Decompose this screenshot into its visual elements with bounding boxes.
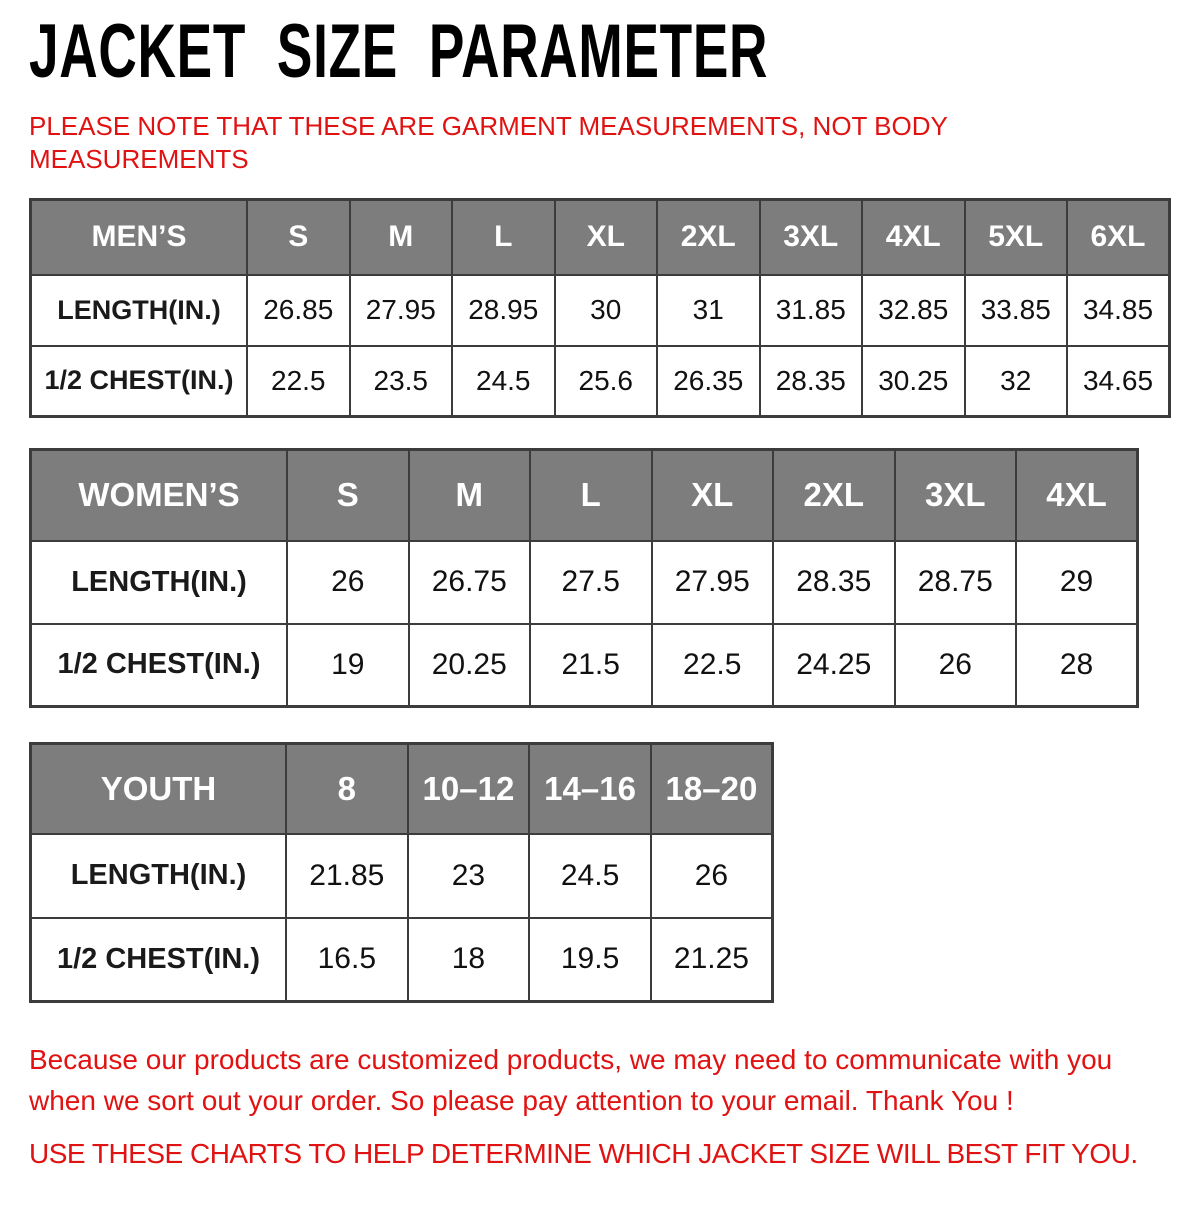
womens-table-title: WOMEN’S — [31, 450, 288, 541]
measurement-value-cell: 21.5 — [530, 624, 652, 707]
mens-size-column-header: L — [452, 200, 555, 275]
measurement-value-cell: 26.35 — [657, 346, 760, 417]
measurement-value-cell: 22.5 — [247, 346, 350, 417]
measurement-value-cell: 20.25 — [409, 624, 531, 707]
measurement-row-label: 1/2 CHEST(IN.) — [31, 918, 287, 1002]
womens-measurement-row — [31, 624, 1138, 707]
measurement-value-cell: 24.5 — [529, 834, 651, 918]
measurement-row-label: 1/2 CHEST(IN.) — [31, 346, 248, 417]
mens-size-column-header: 4XL — [862, 200, 965, 275]
youth-size-column-header: 18–20 — [651, 744, 773, 834]
measurement-value-cell: 23.5 — [350, 346, 453, 417]
mens-measurement-row — [31, 346, 1170, 417]
womens-size-column-header: 3XL — [895, 450, 1017, 541]
youth-size-column-header: 14–16 — [529, 744, 651, 834]
measurement-row-label: LENGTH(IN.) — [31, 834, 287, 918]
youth-size-column-header: 10–12 — [408, 744, 530, 834]
garment-measurement-note: PLEASE NOTE THAT THESE ARE GARMENT MEASUREMENTS, NOT BODY MEASUREMENTS — [29, 111, 948, 174]
measurement-value-cell: 32 — [965, 346, 1068, 417]
measurement-value-cell: 26 — [895, 624, 1017, 707]
measurement-value-cell: 26.75 — [409, 541, 531, 624]
measurement-value-cell: 30 — [555, 275, 658, 346]
measurement-value-cell: 24.5 — [452, 346, 555, 417]
measurement-value-cell: 16.5 — [286, 918, 408, 1002]
measurement-value-cell: 34.85 — [1067, 275, 1170, 346]
womens-header-row — [31, 450, 1138, 541]
measurement-value-cell: 34.65 — [1067, 346, 1170, 417]
chart-usage-note: USE THESE CHARTS TO HELP DETERMINE WHICH JACKET SIZE WILL BEST FIT YOU. — [29, 1138, 1138, 1169]
mens-size-table — [29, 198, 1171, 418]
measurement-row-label: 1/2 CHEST(IN.) — [31, 624, 288, 707]
measurement-value-cell: 33.85 — [965, 275, 1068, 346]
mens-size-column-header: 2XL — [657, 200, 760, 275]
youth-size-column-header: 8 — [286, 744, 408, 834]
youth-header-row — [31, 744, 773, 834]
mens-measurement-row — [31, 275, 1170, 346]
measurement-value-cell: 31 — [657, 275, 760, 346]
mens-size-column-header: 3XL — [760, 200, 863, 275]
measurement-value-cell: 30.25 — [862, 346, 965, 417]
measurement-value-cell: 26 — [651, 834, 773, 918]
measurement-value-cell: 31.85 — [760, 275, 863, 346]
measurement-value-cell: 27.95 — [350, 275, 453, 346]
measurement-value-cell: 25.6 — [555, 346, 658, 417]
page-title: JACKET SIZE PARAMETER — [29, 9, 769, 94]
measurement-value-cell: 23 — [408, 834, 530, 918]
mens-size-column-header: M — [350, 200, 453, 275]
womens-size-column-header: 4XL — [1016, 450, 1138, 541]
measurement-value-cell: 28.35 — [773, 541, 895, 624]
womens-size-column-header: L — [530, 450, 652, 541]
measurement-value-cell: 28.95 — [452, 275, 555, 346]
youth-table-title: YOUTH — [31, 744, 287, 834]
womens-size-table — [29, 448, 1139, 708]
measurement-row-label: LENGTH(IN.) — [31, 541, 288, 624]
womens-size-column-header: XL — [652, 450, 774, 541]
mens-size-column-header: 6XL — [1067, 200, 1170, 275]
mens-table-title: MEN’S — [31, 200, 248, 275]
customization-notice: Because our products are customized products, we may need to communicate with you when we sort out your order. So please pay attention to your email. Thank You ! — [29, 1044, 1113, 1116]
measurement-value-cell: 27.5 — [530, 541, 652, 624]
measurement-value-cell: 29 — [1016, 541, 1138, 624]
measurement-value-cell: 22.5 — [652, 624, 774, 707]
measurement-value-cell: 28 — [1016, 624, 1138, 707]
youth-measurement-row — [31, 918, 773, 1002]
mens-header-row — [31, 200, 1170, 275]
youth-measurement-row — [31, 834, 773, 918]
measurement-value-cell: 32.85 — [862, 275, 965, 346]
mens-size-column-header: XL — [555, 200, 658, 275]
measurement-value-cell: 19 — [287, 624, 409, 707]
measurement-value-cell: 28.75 — [895, 541, 1017, 624]
measurement-value-cell: 28.35 — [760, 346, 863, 417]
mens-size-column-header: S — [247, 200, 350, 275]
measurement-value-cell: 26.85 — [247, 275, 350, 346]
womens-size-column-header: S — [287, 450, 409, 541]
youth-size-table — [29, 742, 774, 1003]
womens-size-column-header: M — [409, 450, 531, 541]
womens-measurement-row — [31, 541, 1138, 624]
measurement-value-cell: 21.25 — [651, 918, 773, 1002]
measurement-value-cell: 19.5 — [529, 918, 651, 1002]
measurement-row-label: LENGTH(IN.) — [31, 275, 248, 346]
measurement-value-cell: 26 — [287, 541, 409, 624]
measurement-value-cell: 18 — [408, 918, 530, 1002]
mens-size-column-header: 5XL — [965, 200, 1068, 275]
measurement-value-cell: 21.85 — [286, 834, 408, 918]
measurement-value-cell: 27.95 — [652, 541, 774, 624]
measurement-value-cell: 24.25 — [773, 624, 895, 707]
size-chart-page — [0, 9, 1200, 1171]
womens-size-column-header: 2XL — [773, 450, 895, 541]
